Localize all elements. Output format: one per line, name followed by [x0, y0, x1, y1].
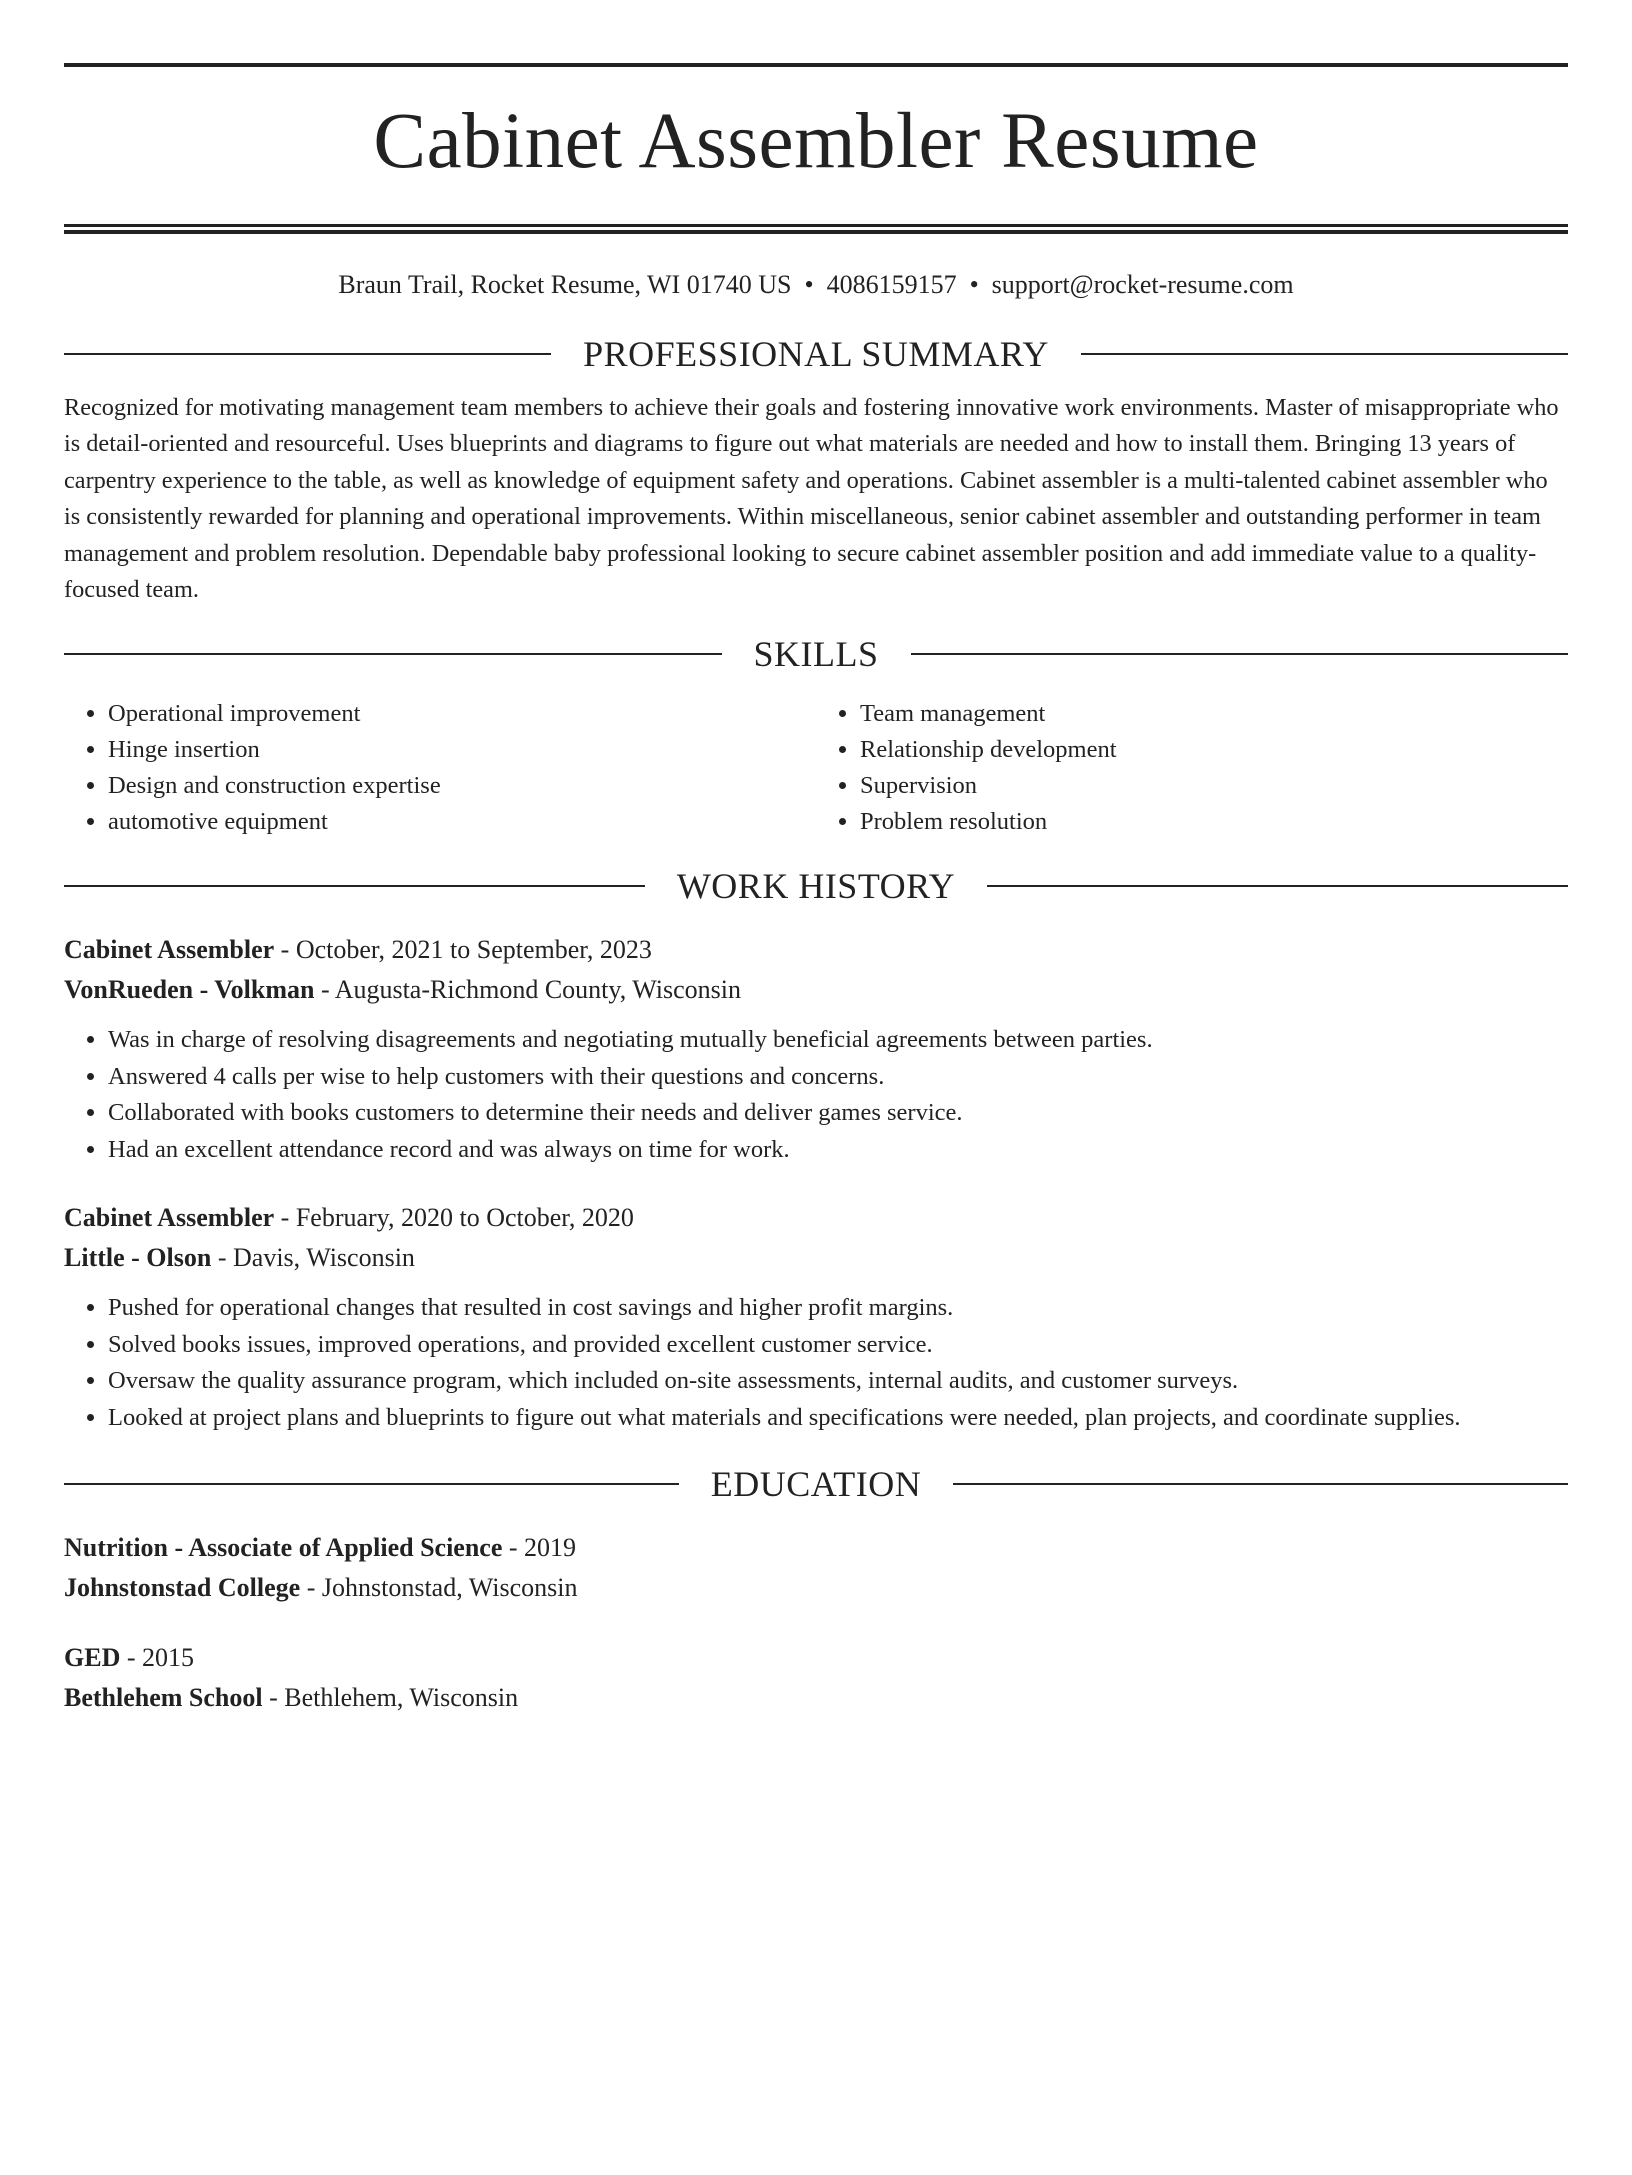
- job-bullet: • Looked at project plans and blueprints to figure out what materials and specifications were needed, plan projects, and coordinate supplies.: [108, 1400, 1568, 1437]
- job-bullet: • Oversaw the quality assurance program, which included on-site assessments, internal audits, and customer surveys.: [108, 1363, 1568, 1400]
- job-bullet: • Had an excellent attendance record and was always on time for work.: [108, 1132, 1568, 1169]
- job-company-line: [64, 970, 1568, 1010]
- skill-item: • Relationship development: [860, 732, 1568, 768]
- education-entry: [64, 1638, 1568, 1718]
- contact-separator: •: [969, 270, 979, 299]
- job-bullets: [64, 1022, 1568, 1168]
- skill-item: • Supervision: [860, 768, 1568, 804]
- job-title: Cabinet Assembler: [64, 1203, 275, 1233]
- job-location: - Davis, Wisconsin: [211, 1243, 415, 1273]
- education-school: Bethlehem School: [64, 1683, 263, 1713]
- job-dates: - October, 2021 to September, 2023: [274, 935, 652, 965]
- job-title: Cabinet Assembler: [64, 935, 275, 965]
- title-double-rule: [64, 224, 1568, 234]
- education-school: Johnstonstad College: [64, 1573, 301, 1603]
- education-heading-label: EDUCATION: [710, 1464, 922, 1505]
- contact-email: support@rocket-resume.com: [991, 270, 1294, 299]
- job-bullet: • Answered 4 calls per wise to help customers with their questions and concerns.: [108, 1059, 1568, 1096]
- job-bullets: [64, 1290, 1568, 1436]
- heading-rule-right: [911, 653, 1569, 655]
- heading-rule-left: [64, 1483, 679, 1485]
- education-degree-line: [64, 1638, 1568, 1678]
- education-school-line: [64, 1678, 1568, 1718]
- contact-separator: •: [804, 270, 814, 299]
- education-degree: Nutrition - Associate of Applied Science: [64, 1533, 503, 1563]
- education-entry: [64, 1528, 1568, 1608]
- education-year: - 2015: [120, 1643, 195, 1673]
- job-title-line: [64, 930, 1568, 970]
- heading-rule-right: [953, 1483, 1568, 1485]
- job-bullet: • Collaborated with books customers to determine their needs and deliver games service.: [108, 1095, 1568, 1132]
- skill-item: • Design and construction expertise: [108, 768, 816, 804]
- heading-rule-right: [987, 885, 1568, 887]
- education-degree: GED: [64, 1643, 121, 1673]
- skills-heading: [64, 632, 1568, 676]
- job-location: - Augusta-Richmond County, Wisconsin: [314, 975, 741, 1005]
- heading-rule-left: [64, 653, 722, 655]
- top-rule: [64, 63, 1568, 67]
- contact-phone: 4086159157: [826, 270, 957, 299]
- heading-rule-right: [1081, 353, 1568, 355]
- work-heading-label: WORK HISTORY: [676, 866, 956, 907]
- work-heading: [64, 864, 1568, 908]
- job-company-line: [64, 1238, 1568, 1278]
- skill-item: • Hinge insertion: [108, 732, 816, 768]
- education-year: - 2019: [502, 1533, 577, 1563]
- contact-address: Braun Trail, Rocket Resume, WI 01740 US: [338, 270, 792, 299]
- job-entry: [64, 1198, 1568, 1436]
- job-title-line: [64, 1198, 1568, 1238]
- job-entry: [64, 930, 1568, 1168]
- heading-rule-left: [64, 353, 551, 355]
- contact-line: [64, 268, 1568, 302]
- heading-rule-left: [64, 885, 645, 887]
- summary-heading-label: PROFESSIONAL SUMMARY: [583, 334, 1049, 374]
- skill-item: • automotive equipment: [108, 804, 816, 840]
- page-title: Cabinet Assembler Resume: [373, 98, 1259, 185]
- resume-page: [0, 63, 1632, 2175]
- skill-item: • Team management: [860, 696, 1568, 732]
- education-school-line: [64, 1568, 1568, 1608]
- skill-item: • Operational improvement: [108, 696, 816, 732]
- skill-item: • Problem resolution: [860, 804, 1568, 840]
- job-bullet: • Pushed for operational changes that resulted in cost savings and higher profit margins.: [108, 1290, 1568, 1327]
- education-heading: [64, 1462, 1568, 1506]
- job-dates: - February, 2020 to October, 2020: [274, 1203, 634, 1233]
- skills-heading-label: SKILLS: [753, 634, 879, 675]
- job-company: VonRueden - Volkman: [64, 975, 315, 1005]
- education-location: - Bethlehem, Wisconsin: [262, 1683, 519, 1713]
- job-company: Little - Olson: [64, 1243, 212, 1273]
- job-bullet: • Solved books issues, improved operations, and provided excellent customer service.: [108, 1327, 1568, 1364]
- skills-column-right: [816, 696, 1568, 840]
- job-bullet: • Was in charge of resolving disagreements and negotiating mutually beneficial agreements between parties.: [108, 1022, 1568, 1059]
- education-location: - Johnstonstad, Wisconsin: [300, 1573, 578, 1603]
- skills-column-left: [64, 696, 816, 840]
- education-degree-line: [64, 1528, 1568, 1568]
- skills-list: [64, 696, 1568, 840]
- summary-heading: [64, 332, 1568, 376]
- summary-text: Recognized for motivating management team members to achieve their goals and fostering innovative work environments. Master of misappropriate who is detail-oriented and resourceful. Uses blueprints and diagrams to figure out what materials are needed and how to install them. Bringing 13 years of carpentry experience to the table, as well as knowledge of equipment safety and operations. Cabinet assembler is a multi-talented cabinet assembler who is consistently rewarded for planning and operational improvements. Within miscellaneous, senior cabinet assembler and outstanding performer in team management and problem resolution. Dependable baby professional looking to secure cabinet assembler position and add immediate value to a quality-focused team.: [64, 394, 1559, 604]
